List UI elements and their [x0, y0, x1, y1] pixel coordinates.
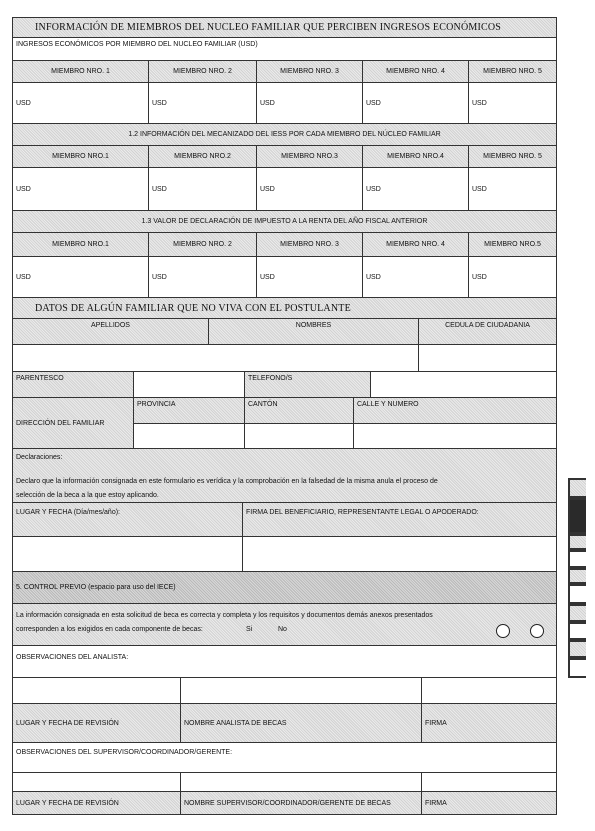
- usd-label: USD: [260, 185, 275, 193]
- income-member-2-field[interactable]: [148, 82, 257, 124]
- no-label: No: [278, 626, 287, 633]
- analyst-firma-label: FIRMA: [421, 703, 557, 743]
- canton-label: CANTÓN: [244, 397, 354, 424]
- income-section-title: INFORMACIÓN DE MIEMBROS DEL NUCLEO FAMILIAR QUE PERCIBEN INGRESOS ECONÓMICOS: [12, 17, 557, 38]
- side-tab: [568, 604, 586, 622]
- apellidos-nombres-field[interactable]: [12, 344, 419, 372]
- side-tab: [568, 568, 586, 584]
- parentesco-field[interactable]: [133, 371, 245, 398]
- usd-label: USD: [472, 185, 487, 193]
- declaration-label: Declaraciones:: [16, 454, 63, 461]
- cedula-field[interactable]: [418, 344, 557, 372]
- control-text-line-1: La información consignada en esta solicitud de beca es correcta y completa y los requisitos y documentos demás anexos presentados: [16, 612, 433, 619]
- place-date-label: LUGAR Y FECHA (Día/mes/año):: [12, 502, 243, 537]
- telefono-field[interactable]: [370, 371, 557, 398]
- tax-member-1-field[interactable]: [12, 256, 149, 298]
- usd-label: USD: [152, 185, 167, 193]
- direccion-label: DIRECCIÓN DEL FAMILIAR: [12, 397, 134, 449]
- control-section-title: 5. CONTROL PREVIO (espacio para uso del IECE): [12, 571, 557, 604]
- analyst-signature-field[interactable]: [421, 677, 557, 704]
- income-member-1-field[interactable]: [12, 82, 149, 124]
- review-place-field[interactable]: [12, 677, 181, 704]
- declaration-text-line-2: selección de la beca a la que estoy aplicando.: [16, 492, 159, 499]
- signature-label: FIRMA DEL BENEFICIARIO, REPRESENTANTE LEGAL O APODERADO:: [242, 502, 557, 537]
- tax-member-3-header: MIEMBRO NRO. 3: [256, 232, 363, 257]
- declaration-text-line-1: Declaro que la información consignada en este formulario es verídica y la comprobación en la falsedad de la misma anula el proceso de: [16, 478, 438, 485]
- supervisor-name-label: NOMBRE SUPERVISOR/COORDINADOR/GERENTE DE BECAS: [180, 791, 422, 815]
- analyst-name-label: NOMBRE ANALISTA DE BECAS: [180, 703, 422, 743]
- supervisor-firma-label: FIRMA: [421, 791, 557, 815]
- obs-supervisor-label: OBSERVACIONES DEL SUPERVISOR/COORDINADOR/GERENTE:: [16, 749, 233, 756]
- side-tab: [568, 478, 586, 498]
- iess-member-2-field[interactable]: [148, 167, 257, 211]
- iess-member-4-field[interactable]: [362, 167, 469, 211]
- side-tab: [568, 658, 586, 678]
- review-place-label: LUGAR Y FECHA DE REVISIÓN: [12, 703, 181, 743]
- usd-label: USD: [260, 273, 275, 281]
- side-tab: [568, 584, 586, 604]
- iess-member-4-header: MIEMBRO NRO.4: [362, 145, 469, 168]
- review-place2-field[interactable]: [12, 772, 181, 792]
- side-tab: [568, 534, 586, 550]
- usd-label: USD: [16, 99, 31, 107]
- usd-label: USD: [16, 273, 31, 281]
- no-radio[interactable]: [530, 624, 544, 638]
- control-text-line-2: corresponden a los exigidos en cada componente de becas:: [16, 626, 203, 633]
- nombres-header: NOMBRES: [208, 318, 419, 345]
- tax-member-5-field[interactable]: [468, 256, 557, 298]
- income-member-3-header: MIEMBRO NRO. 3: [256, 60, 363, 83]
- calle-field[interactable]: [353, 423, 557, 449]
- tax-member-1-header: MIEMBRO NRO.1: [12, 232, 149, 257]
- iess-member-3-field[interactable]: [256, 167, 363, 211]
- income-member-2-header: MIEMBRO NRO. 2: [148, 60, 257, 83]
- side-tab-active: [568, 498, 586, 534]
- usd-label: USD: [366, 185, 381, 193]
- iess-member-5-field[interactable]: [468, 167, 557, 211]
- obs-supervisor-field[interactable]: [12, 742, 557, 773]
- obs-analyst-label: OBSERVACIONES DEL ANALISTA:: [16, 654, 129, 661]
- supervisor-name-field[interactable]: [180, 772, 422, 792]
- usd-label: USD: [366, 99, 381, 107]
- si-label: Si: [246, 626, 253, 633]
- income-member-5-header: MIEMBRO NRO. 5: [468, 60, 557, 83]
- apellidos-header: APELLIDOS: [12, 318, 209, 345]
- declaration-box: [12, 448, 557, 503]
- usd-label: USD: [152, 273, 167, 281]
- tax-member-5-header: MIEMBRO NRO.5: [468, 232, 557, 257]
- provincia-label: PROVINCIA: [133, 397, 245, 424]
- tax-member-4-field[interactable]: [362, 256, 469, 298]
- tax-member-4-header: MIEMBRO NRO. 4: [362, 232, 469, 257]
- tax-section-title: 1.3 VALOR DE DECLARACIÓN DE IMPUESTO A LA RENTA DEL AÑO FISCAL ANTERIOR: [12, 210, 557, 233]
- usd-label: USD: [260, 99, 275, 107]
- relative-section-title: DATOS DE ALGÚN FAMILIAR QUE NO VIVA CON EL POSTULANTE: [12, 297, 557, 319]
- iess-section-title: 1.2 INFORMACIÓN DEL MECANIZADO DEL IESS POR CADA MIEMBRO DEL NÚCLEO FAMILIAR: [12, 123, 557, 146]
- income-member-4-header: MIEMBRO NRO. 4: [362, 60, 469, 83]
- iess-member-1-header: MIEMBRO NRO.1: [12, 145, 149, 168]
- tax-member-2-field[interactable]: [148, 256, 257, 298]
- income-member-1-header: MIEMBRO NRO. 1: [12, 60, 149, 83]
- income-subtitle: INGRESOS ECONÓMICOS POR MIEMBRO DEL NUCLEO FAMILIAR (USD): [12, 37, 557, 61]
- usd-label: USD: [152, 99, 167, 107]
- signature-field[interactable]: [242, 536, 557, 572]
- iess-member-3-header: MIEMBRO NRO.3: [256, 145, 363, 168]
- usd-label: USD: [472, 273, 487, 281]
- telefono-label: TELEFONO/S: [244, 371, 371, 398]
- canton-field[interactable]: [244, 423, 354, 449]
- usd-label: USD: [16, 185, 31, 193]
- calle-label: CALLE Y NUMERO: [353, 397, 557, 424]
- usd-label: USD: [366, 273, 381, 281]
- income-member-3-field[interactable]: [256, 82, 363, 124]
- parentesco-label: PARENTESCO: [12, 371, 134, 398]
- iess-member-1-field[interactable]: [12, 167, 149, 211]
- income-member-4-field[interactable]: [362, 82, 469, 124]
- tax-member-3-field[interactable]: [256, 256, 363, 298]
- income-member-5-field[interactable]: [468, 82, 557, 124]
- iess-member-5-header: MIEMBRO NRO. 5: [468, 145, 557, 168]
- side-tab: [568, 550, 586, 568]
- control-statement-box: [12, 603, 557, 646]
- supervisor-signature-field[interactable]: [421, 772, 557, 792]
- side-tab: [568, 622, 586, 640]
- side-tab: [568, 640, 586, 658]
- si-radio[interactable]: [496, 624, 510, 638]
- analyst-name-field[interactable]: [180, 677, 422, 704]
- obs-analyst-field[interactable]: [12, 645, 557, 678]
- place-date-field[interactable]: [12, 536, 243, 572]
- cedula-header: CEDULA DE CIUDADANIA: [418, 318, 557, 345]
- tax-member-2-header: MIEMBRO NRO. 2: [148, 232, 257, 257]
- iess-member-2-header: MIEMBRO NRO.2: [148, 145, 257, 168]
- review-place2-label: LUGAR Y FECHA DE REVISIÓN: [12, 791, 181, 815]
- provincia-field[interactable]: [133, 423, 245, 449]
- usd-label: USD: [472, 99, 487, 107]
